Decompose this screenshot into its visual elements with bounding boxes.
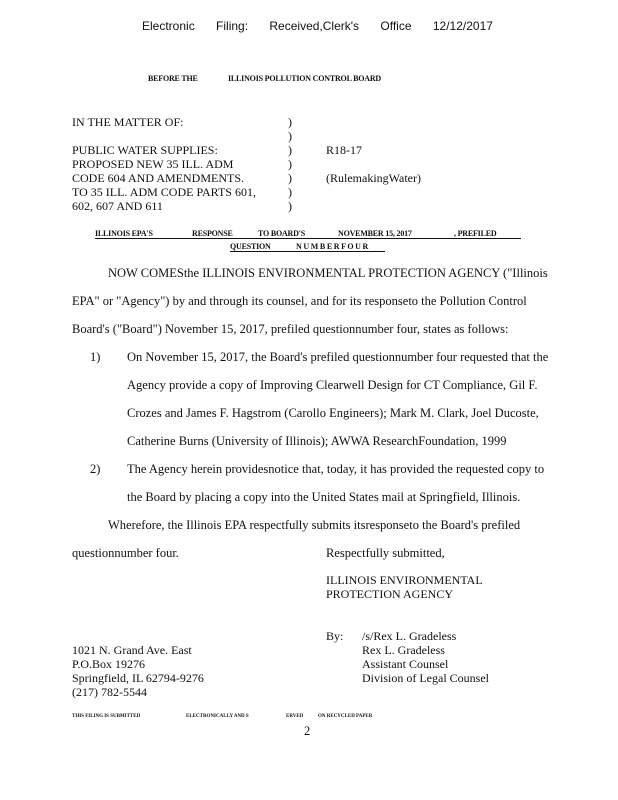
title-line2-b: N U M B E R F O U R <box>296 242 369 251</box>
caption-left <box>72 115 256 213</box>
item-line: the Board by placing a copy into the United States mail at Springfield, Illinois. <box>127 490 521 504</box>
item-number: 2) <box>90 462 101 476</box>
item-line: The Agency herein providesnotice that, today, it has provided the requested copy to <box>127 462 545 476</box>
paren: ) <box>288 143 292 157</box>
item-line: Agency provide a copy of Improving Clearwell Design for CT Compliance, Gil F. <box>127 378 538 392</box>
respectfully-submitted: Respectfully submitted, <box>326 546 445 560</box>
title-part-3: TO BOARD'S <box>258 229 305 238</box>
title-part-1: ILLINOIS EPA'S <box>95 229 153 238</box>
paren: ) <box>288 157 292 171</box>
caption-parens <box>288 115 292 213</box>
page-number: 2 <box>304 724 311 738</box>
caption-line: CODE 604 AND AMENDMENTS. <box>72 171 245 185</box>
address-line: 1021 N. Grand Ave. East <box>72 643 192 657</box>
caption-line <box>72 129 256 143</box>
body-line: Board's ("Board") November 15, 2017, prefiled questionnumber four, states as follows: <box>72 322 509 336</box>
filing-date: 12/12/2017 <box>432 19 493 33</box>
footer-text: ERVED <box>286 714 304 719</box>
filing-filing: Filing: <box>216 19 249 33</box>
by-label: By: <box>326 629 344 643</box>
filing-header <box>142 19 511 33</box>
wherefore-line: questionnumber four. <box>72 546 179 560</box>
case-type: (RulemakingWater) <box>326 171 421 185</box>
item-line: On November 15, 2017, the Board's prefiled questionnumber four requested that the <box>127 350 549 364</box>
title-part-5: , PREFILED <box>454 229 497 238</box>
paren: ) <box>288 199 292 213</box>
title-part-4: NOVEMBER 15, 2017 <box>338 229 412 238</box>
signer-name: Rex L. Gradeless <box>362 643 445 657</box>
signer-title: Assistant Counsel <box>362 657 449 671</box>
wherefore-line: Wherefore, the Illinois EPA respectfully submits itsresponseto the Board's prefiled <box>108 518 521 532</box>
caption-line: TO 35 ILL. ADM CODE PARTS 601, <box>72 185 256 199</box>
caption-line: PROPOSED NEW 35 ILL. ADM <box>72 157 234 171</box>
title-underline-2 <box>230 251 385 252</box>
address-line: P.O.Box 19276 <box>72 657 146 671</box>
address-line: (217) 782-5544 <box>72 685 147 699</box>
signer-division: Division of Legal Counsel <box>362 671 489 685</box>
board-name: ILLINOIS POLLUTION CONTROL BOARD <box>228 74 381 83</box>
caption-line: PUBLIC WATER SUPPLIES: <box>72 143 218 157</box>
paren: ) <box>288 185 292 199</box>
paren: ) <box>288 129 292 143</box>
footer-text: ON RECYCLED PAPER <box>318 714 373 719</box>
paren: ) <box>288 115 292 129</box>
filing-office: Office <box>380 19 412 33</box>
item-number: 1) <box>90 350 101 364</box>
item-line: Catherine Burns (University of Illinois); AWWA ResearchFoundation, 1999 <box>127 434 507 448</box>
title-part-2: RESPONSE <box>192 229 233 238</box>
title-line2-a: QUESTION <box>230 242 271 251</box>
agency-line: PROTECTION AGENCY <box>326 587 454 601</box>
caption-line: 602, 607 AND 611 <box>72 199 163 213</box>
before-the: BEFORE THE <box>148 74 198 83</box>
body-line: EPA" or "Agency") by and through its counsel, and for its responseto the Pollution Control <box>72 294 527 308</box>
address-line: Springfield, IL 62794-9276 <box>72 671 204 685</box>
case-number: R18-17 <box>326 143 362 157</box>
agency-line: ILLINOIS ENVIRONMENTAL <box>326 573 483 587</box>
body-line: NOW COMESthe ILLINOIS ENVIRONMENTAL PROTECTION AGENCY ("Illinois <box>108 266 548 280</box>
e-signature: /s/Rex L. Gradeless <box>362 629 457 643</box>
filing-electronic: Electronic <box>142 19 195 33</box>
footer-text: ELECTRONICALLY AND S <box>186 714 249 719</box>
item-line: Crozes and James F. Hagstrom (Carollo Engineers); Mark M. Clark, Joel Ducoste, <box>127 406 539 420</box>
caption-line: IN THE MATTER OF: <box>72 115 184 129</box>
footer-text: THIS FILING IS SUBMITTED <box>72 714 141 719</box>
paren: ) <box>288 171 292 185</box>
filing-received: Received,Clerk's <box>269 19 360 33</box>
title-underline <box>95 238 521 239</box>
